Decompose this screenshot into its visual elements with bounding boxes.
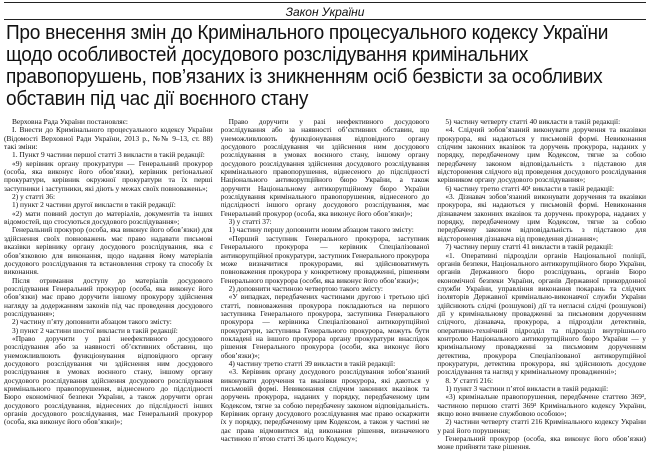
- paragraph: 4) частину третю статті 39 викласти в такій редакції:: [228, 358, 396, 368]
- paragraph: «Право доручити у разі неефективного досудового розслідування або за наявності об’єктивних обставин, що унеможливлюють функціонування відповідного органу досудового розслідування чи здійснення ним досудового розслідування в умовах воєнного стану, іншому органу досудового розслідування здійснення досудового розслідування кримінального правопорушення, віднесеного до підслідності Бюро економічної безпеки України, а також доручити орган досудового розслідування, віднесених до підслідності інших органів досудового розслідування, має Генеральний прокурор (особа, яка виконує його обов’язки)»;: [4, 333, 213, 427]
- paragraph: «4. Слідчий зобов’язаний виконувати доручення та вказівки прокурора, які надаються у письмовій формі. Невиконання слідчим законних вказівок та доручень прокурора, наданих у порядку, передбаченому цим Кодексом, тягне за собою передбачену законом відповідальність з підставою для відсторонення слідчого від проведення досудового розслідування керівником органу досудового розслідування»;: [437, 125, 647, 185]
- paragraph: 2) частини четверту статті 216 Кримінального кодексу України у разі його порушення;: [437, 417, 647, 435]
- paragraph: «Перший заступник Генерального прокурора, заступник Генерального прокурора — керівник Спеціалізованої антикорупційної прокуратури, заступник Генерального прокурора може визначитися прокурорами, які здійснюватимуть повноваження прокурора у конкретному провадженні, рішенням Генерального прокурора (особи, яка виконує його обов’язки)»;: [220, 233, 430, 285]
- paragraph: 1. Пункт 9 частини першої статті 3 викласти в такій редакції:: [12, 150, 205, 160]
- paragraph: Генеральний прокурор (особа, яка виконує його обов’язки) може прийняти таке рішення.: [437, 434, 647, 452]
- paragraph: 2) у статті 36:: [12, 192, 56, 202]
- paragraph: 1) частину першу доповнити новим абзацом такого змісту:: [228, 225, 414, 235]
- paragraph: 3) пункт 2 частини шостої викласти в такій редакції:: [12, 325, 178, 335]
- text-columns: [4, 118, 646, 454]
- document-page: [0, 2, 650, 454]
- paragraph: 8. У статті 216:: [445, 375, 494, 385]
- column-1: [4, 118, 213, 454]
- paragraph: 1) пункт 2 частини другої викласти в такій редакції:: [12, 200, 176, 210]
- paragraph: «3. Дізнавач зобов’язаний виконувати доручення та вказівки прокурора, які надаються у письмовій формі. Невиконання дізнавачем законних вказівок та доручень прокурора, наданих у порядку, передбаченому цим Кодексом, тягне за собою передбачену законом відповідальність з підставою для відсторонення дізнавача від проведення дізнання»;: [437, 192, 647, 243]
- section-label: Закон України: [285, 5, 365, 19]
- paragraph: Право доручити у разі неефективного досудового розслідування або за наявності об’єктивних обставин, що унеможливлюють функціонування відповідного органу досудового розслідування чи здійснення ним досудового розслідування в умовах воєнного стану, іншому органу досудового розслідування здійснення досудового розслідування кримінального правопорушення, віднесеного до підслідності Національного антикорупційного бюро України, а також доручити Національному антикорупційному бюро України розслідування кримінального правопорушення, віднесеного до підслідності іншого органу досудового розслідування, має Генеральний прокурор (особа, яка виконує його обов’язки)»;: [220, 118, 430, 218]
- paragraph: «2) мати повний доступ до матеріалів, документів та інших відомостей, що стосуються досудового розслідування»;: [4, 208, 213, 227]
- paragraph: 2) частину п’яту доповнити абзацом такого змісту:: [12, 317, 172, 327]
- paragraph: Генеральний прокурор (особа, яка виконує його обов’язки) для здійснення своїх повноважень має право надавати письмові вказівки керівнику органу досудового розслідування, яка є обов’язковою для виконання, щодо надання йому матеріалів досудового розслідування та встановлення строку та способу їх виконання.: [4, 225, 213, 277]
- paragraph: «3) кримінальне правопорушення, передбачене статтею 369², частиною першою статті 369³ Кримінального кодексу України, якщо воно вчинене службовою особою»;: [437, 392, 647, 419]
- paragraph: 5) частину четверту статті 40 викласти в такій редакції:: [445, 118, 621, 126]
- law-title: Про внесення змін до Кримінального процесуального кодексу України щодо особливостей досудового розслідування кримінальних правопорушень, пов’язаних із зникненням осіб безвісти за особливих обставин під час дії воєнного стану: [6, 21, 609, 110]
- paragraph: I. Внести до Кримінального процесуального кодексу України (Відомості Верховної Ради України, 2013 р., №№ 9–13, ст. 88) такі зміни:: [4, 125, 213, 152]
- paragraph: «1. Оперативні підрозділи органів Національної поліції, органів безпеки, Національного антикорупційного бюро України, органів Державного бюро розслідувань, органів Бюро економічної безпеки України, органів Державної прикордонної служби України, управління виконання покарань та слідчих ізоляторів Державної кримінально-виконавчої служби України здійснюють слідчі (розшукові) дії та негласні слідчі (розшукові) дії у кримінальному провадженні за письмовим дорученням слідчого, дізнавача, прокурора, а підрозділи детективів, оперативно-технічний підрозділ та підрозділ внутрішнього контролю Національного антикорупційного бюро України — у кримінальному провадженні за письмовим дорученням детектива, прокурора Спеціалізованої антикорупційної прокуратури, детектива прокурора, які здійснюють досудове розслідування та нагляд у кримінальному провадженні»;: [437, 250, 647, 377]
- paragraph: 1) пункт 3 частини п’ятої викласти в такій редакції:: [445, 384, 609, 393]
- paragraph: «9) керівник органу прокуратури — Генеральний прокурор (особа, яка виконує його обов’язки), керівник регіональної прокуратури, керівник окружної прокуратури та їх перші заступники і заступники, які діють у межах своїх повноважень»;: [4, 158, 213, 193]
- paragraph: «3. Керівник органу досудового розслідування зобов’язаний виконувати доручення та вказівки прокурора, які даються у письмовій формі. Невиконання слідчим законних вказівок та доручень прокурора, наданих у порядку, передбаченому цим Кодексом, тягне за собою передбачену законом відповідальність. Керівник органу досудового розслідування має право оскаржити їх у порядку, передбаченому цим Кодексом, а також у частині не дає права відмовитися від виконання рішення, визначеного частиною п’ятою статті 36 цього Кодексу»;: [220, 367, 430, 444]
- paragraph: 6) частину третю статті 40¹ викласти в такій редакції:: [445, 183, 615, 193]
- paragraph: 7) частину першу статті 41 викласти в такій редакції:: [445, 242, 614, 252]
- column-3: [437, 118, 646, 454]
- section-header: [4, 2, 646, 20]
- paragraph: 2) доповнити частиною четвертою такого змісту:: [228, 283, 383, 293]
- paragraph: Верховна Рада України постановляє:: [12, 118, 128, 126]
- paragraph: «У випадках, передбачених частинами другою і третьою цієї статті, повноваження прокурора покладаються на першого заступника Генерального прокурора, заступника Генерального прокурора — керівника Спеціалізованої антикорупційної прокуратури, заступника Генерального прокурора, можуть бути покладені на іншого прокурора органу прокуратури внаслідок рішення Генерального прокурора (особи, яка виконує його обов’язки)»;: [220, 292, 430, 360]
- paragraph: 3) у статті 37:: [228, 217, 272, 227]
- paragraph: Після отримання доступу до матеріалів досудового розслідування Генеральний прокурор (особа, яка виконує його обов’язки) має право доручити іншому прокурору здійснення нагляду за додержанням законів під час проведення досудового розслідування»;: [4, 275, 213, 318]
- column-2: [221, 118, 430, 454]
